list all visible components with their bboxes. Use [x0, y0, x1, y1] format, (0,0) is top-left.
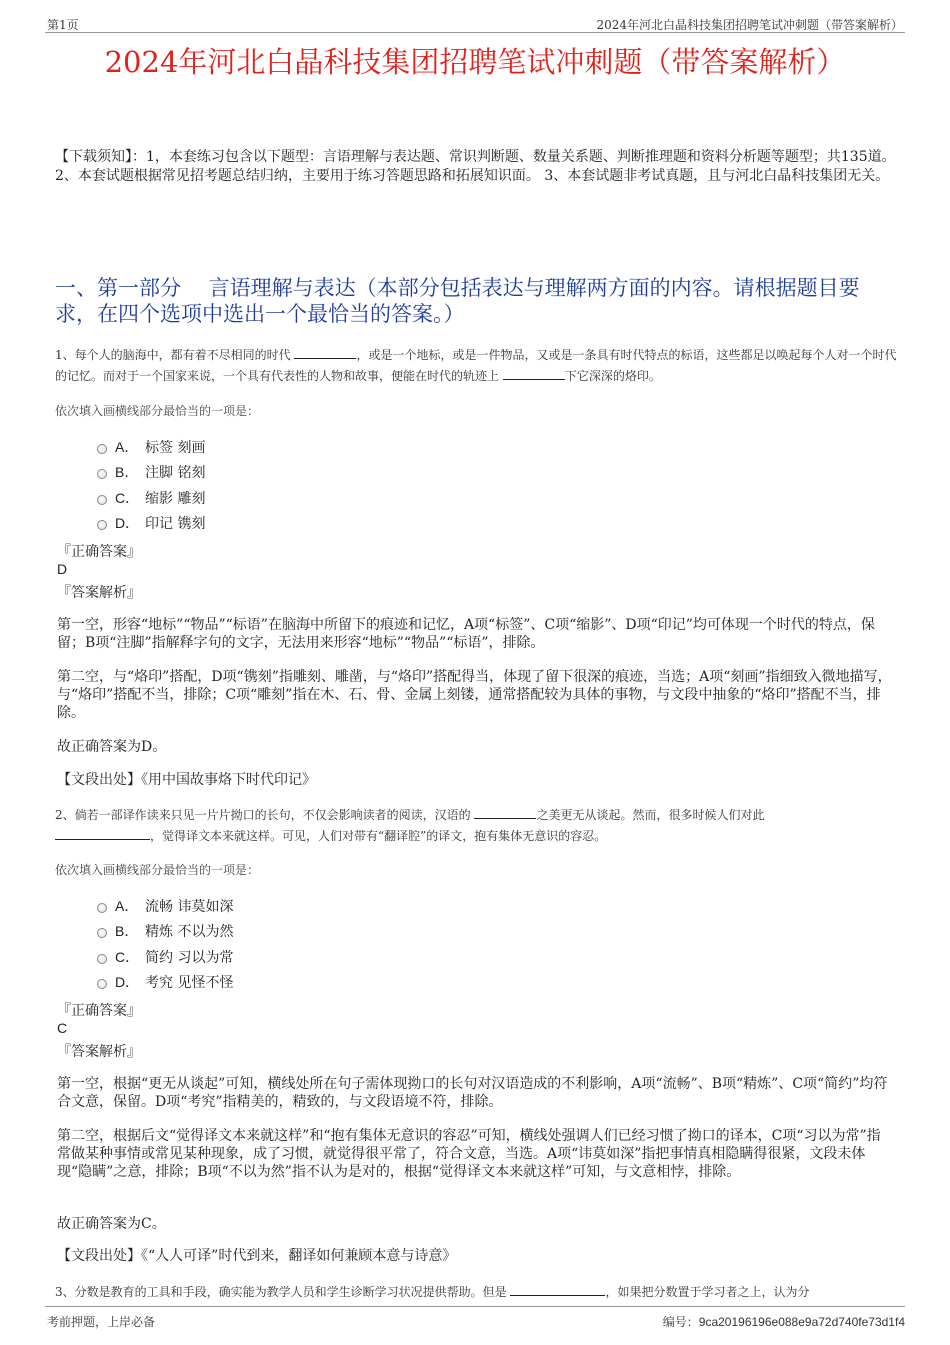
radio-icon[interactable]: [97, 469, 107, 479]
blank: [474, 807, 536, 819]
option-a[interactable]: A． 标签 刻画: [97, 437, 205, 457]
option-d[interactable]: D． 考究 见怪不怪: [97, 972, 233, 992]
question-1-text: 1、每个人的脑海中，都有着不尽相同的时代 ，或是一个地标，或是一件物品，又或是一条具有时代特点的标语，这些都足以唤起每个人对一个时代的记忆。而对于一个国家来说，一个具有代表性的人物和故事，便能在时代的轨迹上 下它深深的烙印。: [55, 348, 897, 383]
source: 【文段出处】《“人人可译”时代到来，翻译如何兼顾本意与诗意》: [57, 1248, 457, 1264]
answer-value: D: [57, 561, 68, 577]
answer-label: 『正确答案』: [57, 1003, 141, 1019]
page-title: 2024年河北白晶科技集团招聘笔试冲刺题（带答案解析）: [104, 45, 846, 79]
option-b[interactable]: B． 精炼 不以为然: [97, 921, 233, 941]
radio-icon[interactable]: [97, 954, 107, 964]
analysis-label: 『答案解析』: [57, 585, 141, 601]
analysis-paragraph: 第一空，形容“地标”“物品”“标语”在脑海中所留下的痕迹和记忆，A项“标签”、C项“缩影”、D项“印记”均可体现一个时代的特点，保留；B项“注脚”指解释字句的文字，无法用来形容“地标”“物品”“标语”，排除。: [57, 617, 875, 651]
option-a[interactable]: A． 流畅 讳莫如深: [97, 896, 233, 916]
question-2-text: 2、倘若一部译作读来只见一片片拗口的长句，不仅会影响读者的阅读，汉语的 之美更无从谈起。然而，很多时候人们对此 ，觉得译文本来就这样。可见，人们对带有“翻译腔”的译文，抱有集体无意识的容忍。: [55, 808, 765, 843]
radio-icon[interactable]: [97, 979, 107, 989]
radio-icon[interactable]: [97, 928, 107, 938]
analysis-paragraph: 第二空，与“烙印”搭配，D项“镌刻”指雕刻、雕凿，与“烙印”搭配得当，体现了留下很深的痕迹，当选；A项“刻画”指细致入微地描写，与“烙印”搭配不当，排除；C项“雕刻”指在木、石、骨、金属上刻镂，通常搭配较为具体的事物，与文段中抽象的“烙印”搭配不当，排除。: [57, 669, 892, 721]
answer-label: 『正确答案』: [57, 544, 141, 560]
blank: [510, 1284, 605, 1296]
analysis-paragraph: 第二空，根据后文“觉得译文本来就这样”和“抱有集体无意识的容忍”可知，横线处强调人们已经习惯了拗口的译本，C项“习以为常”指常做某种事情或常见某种现象，成了习惯，就觉得很平常了，符合文意，当选。A项“讳莫如深”指把事情真相隐瞒得很紧，文段未体现“隐瞒”之意，排除；B项“不以为然”指不认为是对的，根据“觉得译文本来就这样”可知，与文意相悖，排除。: [57, 1128, 881, 1180]
conclusion: 故正确答案为C。: [57, 1216, 166, 1232]
analysis-label: 『答案解析』: [57, 1044, 141, 1060]
source: 【文段出处】《用中国故事烙下时代印记》: [57, 772, 316, 788]
answer-value: C: [57, 1020, 68, 1036]
radio-icon[interactable]: [97, 495, 107, 505]
question-1-prompt: 依次填入画横线部分最恰当的一项是：: [55, 404, 260, 418]
question-2-prompt: 依次填入画横线部分最恰当的一项是：: [55, 863, 260, 877]
header-doc-title: 2024年河北白晶科技集团招聘笔试冲刺题（带答案解析）: [596, 18, 903, 32]
blank: [503, 368, 565, 380]
radio-icon[interactable]: [97, 903, 107, 913]
radio-icon[interactable]: [97, 520, 107, 530]
conclusion: 故正确答案为D。: [57, 739, 167, 755]
option-b[interactable]: B． 注脚 铭刻: [97, 462, 205, 482]
header-divider: [45, 32, 905, 33]
blank: [55, 828, 150, 840]
option-d[interactable]: D． 印记 镌刻: [97, 513, 205, 533]
option-c[interactable]: C． 缩影 雕刻: [97, 488, 205, 508]
question-3-text: 3、分数是教育的工具和手段，确实能为教学人员和学生诊断学习状况提供帮助。但是 ，如果把分数置于学习者之上，认为分: [55, 1285, 810, 1299]
option-c[interactable]: C． 简约 习以为常: [97, 947, 233, 967]
download-notice: 【下载须知】：1，本套练习包含以下题型：言语理解与表达题、常识判断题、数量关系题、判断推理题和资料分析题等题型；共135道。 2、本套试题根据常见招考题总结归纳，主要用于练习答题思路和拓展知识面。 3、本套试题非考试真题，且与河北白晶科技集团无关。: [55, 149, 896, 184]
analysis-paragraph: 第一空，根据“更无从谈起”可知，横线处所在句子需体现拗口的长句对汉语造成的不利影响，A项“流畅”、B项“精炼”、C项“简约”均符合文意，保留。D项“考究”指精美的，精致的，与文段语境不符，排除。: [57, 1076, 888, 1110]
blank: [294, 347, 356, 359]
page-number: 第1页: [47, 18, 79, 32]
radio-icon[interactable]: [97, 444, 107, 454]
document-id: 编号：9ca20196196e088e9a72d740fe73d1f4: [662, 1315, 905, 1329]
section-heading: 一、第一部分 言语理解与表达（本部分包括表达与理解两方面的内容。请根据题目要求，在四个选项中选出一个最恰当的答案。）: [55, 276, 860, 326]
footer-slogan: 考前押题，上岸必备: [47, 1315, 156, 1329]
footer-divider: [45, 1306, 905, 1307]
